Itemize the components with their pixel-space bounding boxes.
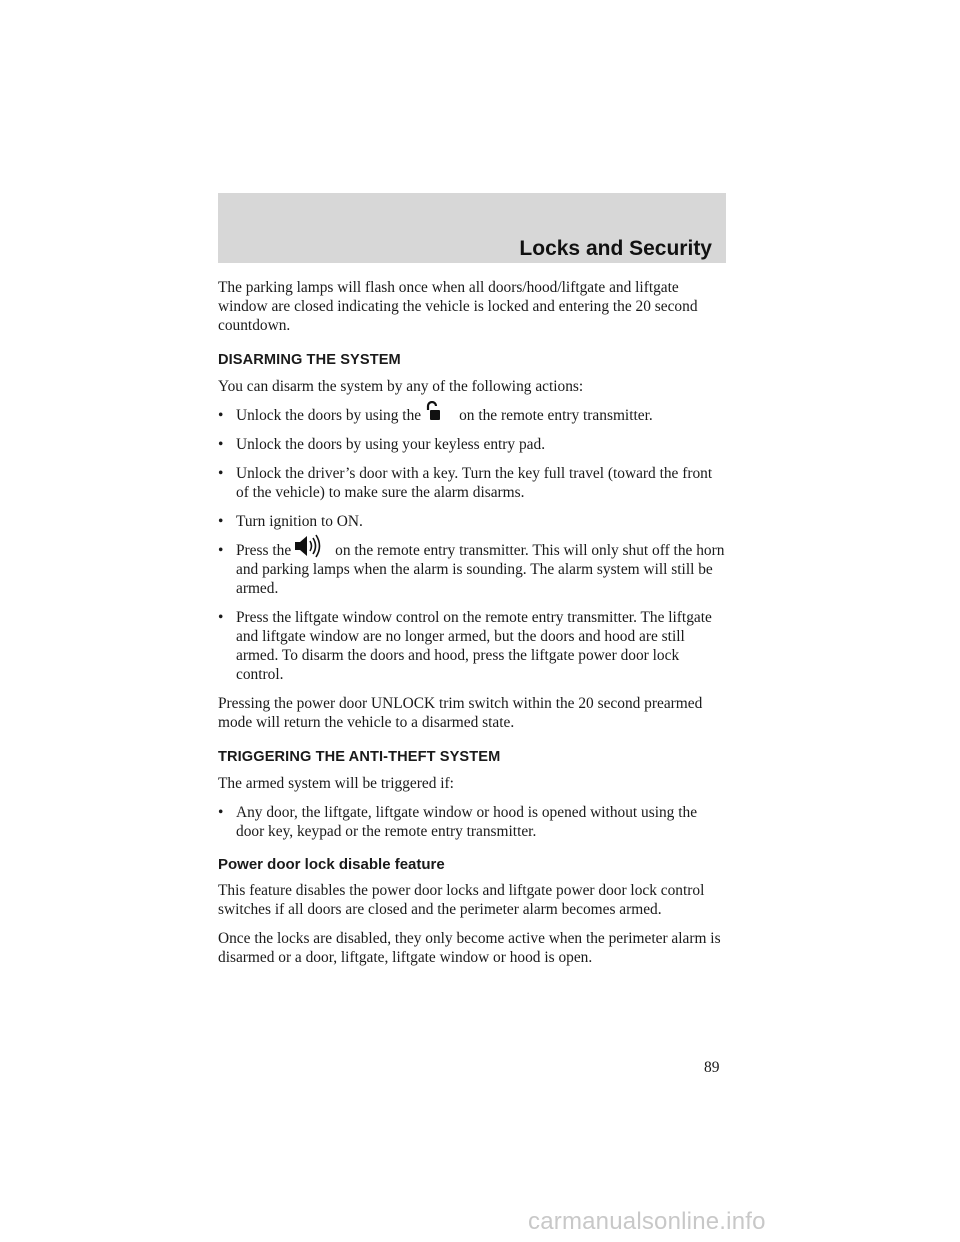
trigger-item [218,803,728,841]
bullet: • [218,542,224,559]
disarm-item-5-text-after: on the remote entry transmitter. This will only shut off the horn and parking lamps when the alarm is sounding. The alarm system will still be armed. [236,542,725,597]
disarming-lead: You can disarm the system by any of the following actions: [218,378,584,395]
disarm-item-remote-unlock [218,406,728,425]
disarming-heading: DISARMING THE SYSTEM [218,352,401,368]
disarming-closing: Pressing the power door UNLOCK trim switch within the 20 second prearmed mode will return the vehicle to a disarmed state. [218,695,703,731]
trigger-item-1-text: Any door, the liftgate, liftgate window or hood is opened without using the door key, keypad or the remote entry transmitter. [236,804,698,840]
disarm-item-5-text-before: Press the [236,542,292,559]
bullet: • [218,513,224,530]
disarm-item-liftgate [218,608,728,684]
bullet: • [218,465,224,482]
disarm-item-ignition [218,512,728,531]
bullet: • [218,407,224,424]
section-title: Locks and Security [519,237,712,260]
disarm-item-key [218,464,728,502]
page-number: 89 [704,1059,720,1076]
disable-feature-paragraph-1: This feature disables the power door locks and liftgate power door lock control switches if all doors are closed and the perimeter alarm becomes armed. [218,882,705,918]
triggering-lead: The armed system will be triggered if: [218,775,454,792]
section-header-band [218,193,726,263]
disarm-item-1-text-after: on the remote entry transmitter. [459,407,653,424]
intro-paragraph: The parking lamps will flash once when all doors/hood/liftgate and liftgate window are closed indicating the vehicle is locked and entering the 20 second countdown. [218,279,698,334]
disable-feature-paragraph-2: Once the locks are disabled, they only become active when the perimeter alarm is disarmed or a door, liftgate, liftgate window or hood is open. [218,930,721,966]
disarm-item-keypad [218,435,728,454]
disarm-item-3-text: Unlock the driver’s door with a key. Turn the key full travel (toward the front of the vehicle) to make sure the alarm disarms. [236,465,713,501]
triggering-heading: TRIGGERING THE ANTI-THEFT SYSTEM [218,749,501,765]
bullet: • [218,804,224,821]
panic-horn-icon [293,534,323,558]
disarm-item-6-text: Press the liftgate window control on the remote entry transmitter. The liftgate and liftgate window are no longer armed, but the doors and hood are still armed. To disarm the doors and hood, press the liftgate power door lock control. [236,609,712,683]
bullet: • [218,436,224,453]
unlock-icon [425,401,441,421]
watermark: carmanualsonline.info [528,1208,766,1235]
disarm-item-panic [218,541,728,598]
disarm-item-2-text: Unlock the doors by using your keyless entry pad. [236,436,546,453]
disarm-item-1-text-before: Unlock the doors by using the [236,407,422,424]
page-content [218,278,728,977]
bullet: • [218,609,224,626]
disable-feature-heading: Power door lock disable feature [218,856,445,873]
disarm-item-4-text: Turn ignition to ON. [236,513,363,530]
